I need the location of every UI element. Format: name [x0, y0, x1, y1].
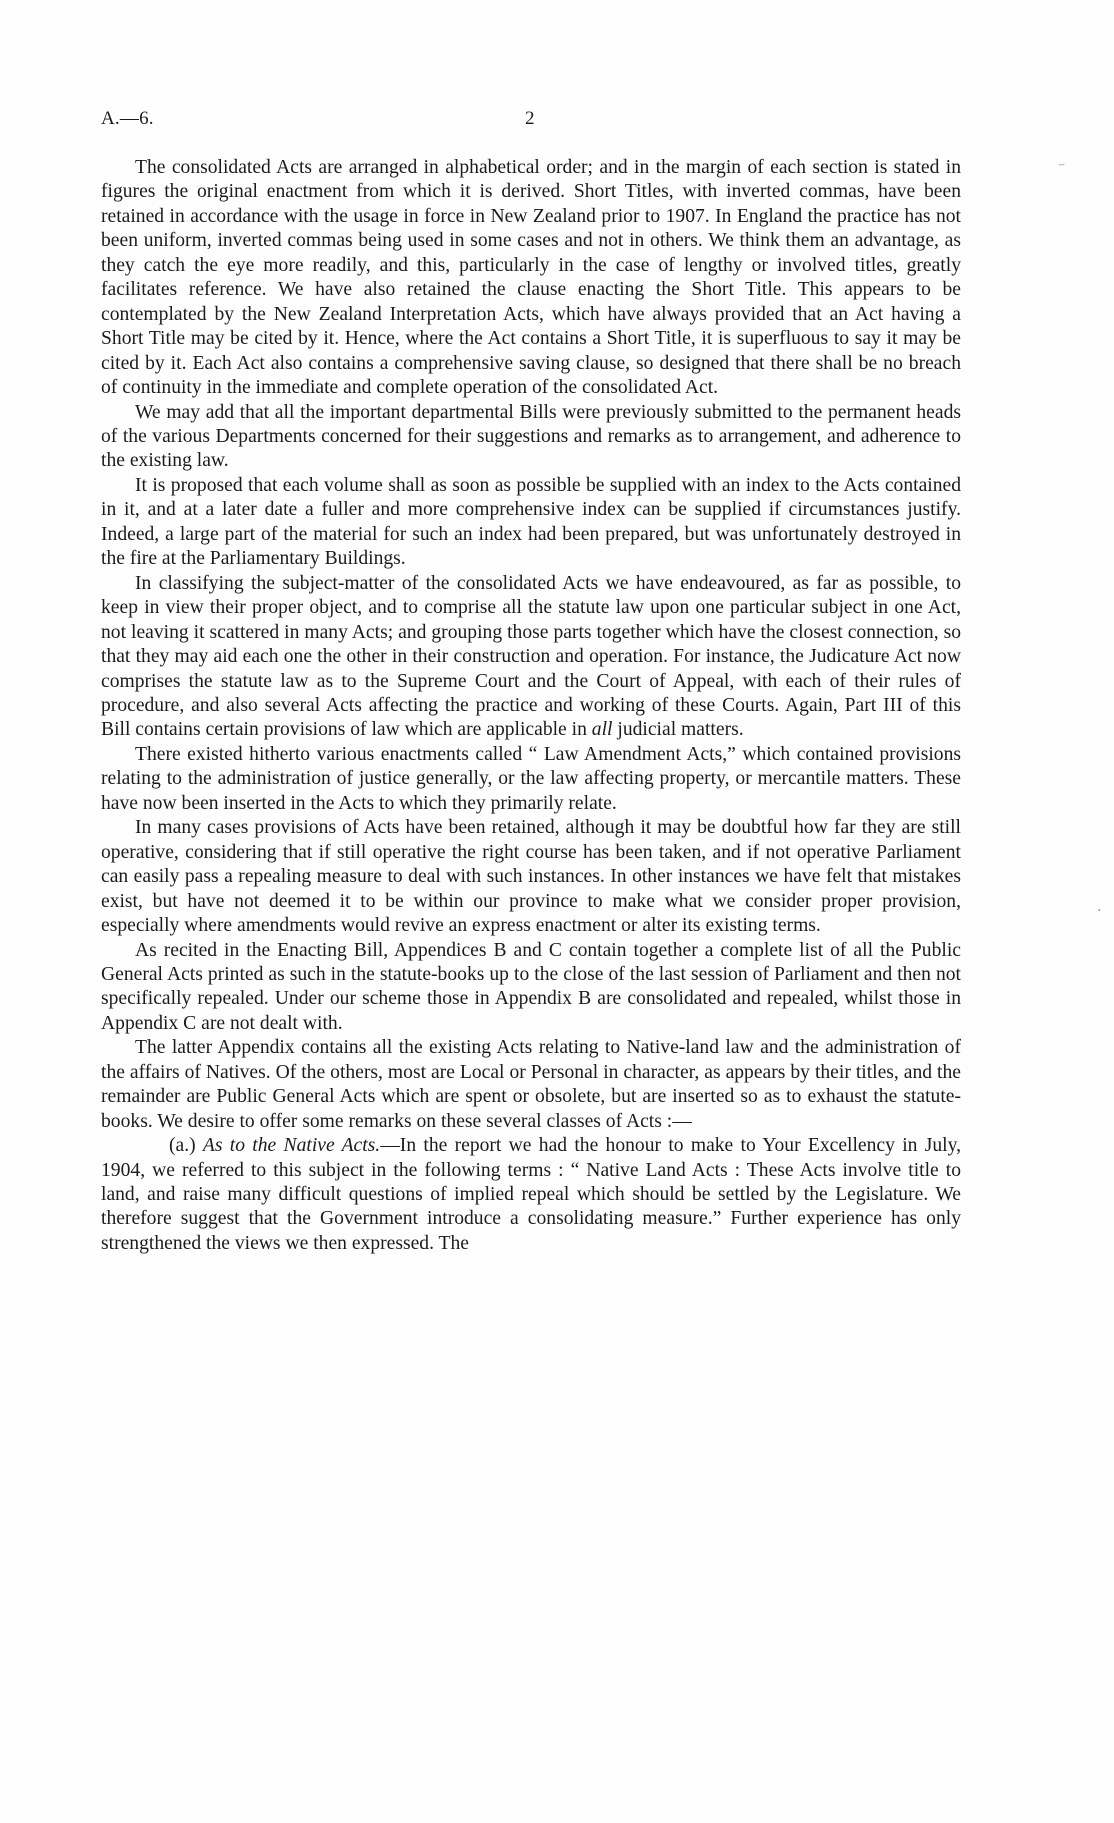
paragraph-law-amendment: There existed hitherto various enactments called “ Law Amendment Acts,” which contained provisions relating to the administration of justice generally, or the law affecting property, or mercantile matters. These have now been inserted in the Acts to which they primarily relate.: [101, 743, 961, 814]
emphasis-all: all: [591, 719, 613, 741]
page-reference: A.—6.: [101, 108, 154, 129]
paragraph-classification: [101, 572, 961, 743]
page-header: [101, 108, 971, 138]
body-text: [101, 156, 961, 1256]
paragraph-latter-appendix: The latter Appendix contains all the existing Acts relating to Native-land law and the administration of the affairs of Natives. Of the others, most are Local or Personal in character, as appears by their titles, and the remainder are Public General Acts which are spent or obsolete, but are inserted so as to exhaust the statute-books. We desire to offer some remarks on these several classes of Acts :—: [101, 1037, 961, 1132]
paragraph-retained-provisions: In many cases provisions of Acts have been retained, although it may be doubtful how far they are still operative, considering that if still operative the right course has been taken, and if not operative Parliament can easily pass a repealing measure to deal with such instances. In other instances we have felt that mistakes exist, but have not deemed it to be within our province to make what we consider proper provision, especially where amendments would revive an express enactment or alter its existing terms.: [101, 817, 961, 937]
paragraph-index: It is proposed that each volume shall as soon as possible be supplied with an index to the Acts contained in it, and at a later date a fuller and more comprehensive index can be supplied if circumstances justify. Indeed, a large part of the material for such an index had been prepared, but was unfortunately destroyed in the fire at the Parliamentary Buildings.: [101, 474, 961, 570]
margin-dot: ·: [1097, 903, 1102, 919]
page-number: 2: [525, 108, 535, 129]
native-acts-lead: (a.): [169, 1135, 203, 1157]
paragraph-appendices: As recited in the Enacting Bill, Appendices B and C contain together a complete list of all the Public General Acts printed as such in the statute-books up to the close of the last session of Parliament and then not specifically repealed. Under our scheme those in Appendix B are consolidated and repealed, whilst those in Appendix C are not dealt with.: [101, 939, 961, 1034]
paragraph-arrangement: The consolidated Acts are arranged in alphabetical order; and in the margin of each section is stated in figures the original enactment from which it is derived. Short Titles, with inverted commas, have been retained in accordance with the usage in force in New Zealand prior to 1907. In England the practice has not been uniform, inverted commas being used in some cases and not in others. We think them an advantage, as they catch the eye more readily, and this, particularly in the case of lengthy or involved titles, greatly facilitates reference. We have also retained the clause enacting the Short Title. This appears to be contemplated by the New Zealand Interpretation Acts, which have always provided that an Act having a Short Title may be cited by it. Hence, where the Act contains a Short Title, it is superfluous to say it may be cited by it. Each Act also contains a comprehensive saving clause, so designed that there shall be no breach of continuity in the immediate and complete operation of the consolidated Act.: [101, 157, 961, 399]
native-acts-text: —In the report we had the honour to make to Your Excellency in July, 1904, we referred to this subject in the following terms : “ Native Land Acts : These Acts involve title to land, and raise many difficult questions of implied repeal which should be settled by the Legislature. We therefore suggest that the Government introduce a consolidating measure.” Further experience has only strengthened the views we then expressed. The: [101, 1135, 961, 1254]
paragraph-classification-text: In classifying the subject-matter of the consolidated Acts we have endeavoured, as far as possible, to keep in view their proper object, and to comprise all the statute law upon one particular subject in one Act, not leaving it scattered in many Acts; and grouping those parts together which have the closest connection, so that they may aid each one the other in their construction and operation. For instance, the Judicature Act now comprises the statute law as to the Supreme Court and the Court of Appeal, with each of their rules of procedure, and also several Acts affecting the practice and working of these Courts. Again, Part III of this Bill contains certain provisions of law which are applicable in: [101, 572, 961, 741]
paragraph-classification-end: judicial matters.: [612, 719, 744, 741]
margin-mark: ⁻: [1058, 160, 1066, 176]
paragraph-native-acts: [101, 1134, 961, 1256]
paragraph-departmental-bills: We may add that all the important departmental Bills were previously submitted to the permanent heads of the various Departments concerned for their suggestions and remarks as to arrangement, and adherence to the existing law.: [101, 401, 961, 472]
native-acts-heading: As to the Native Acts.: [202, 1135, 381, 1157]
